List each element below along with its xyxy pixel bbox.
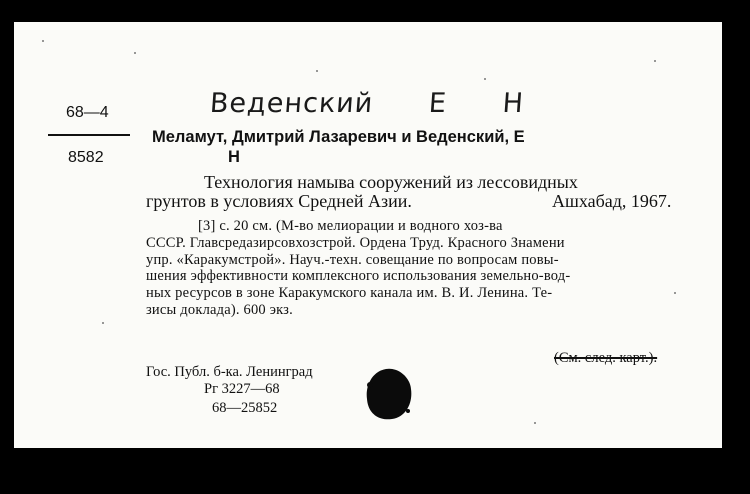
paper-speck	[316, 70, 318, 72]
card-number: 68—25852	[212, 400, 278, 416]
title-line-1: Технология намыва сооружений из лессовидных	[204, 172, 578, 192]
order-number: Рг 3227—68	[204, 381, 280, 397]
description-line: шения эффективности комплексного использования земельно-вод-	[146, 268, 571, 285]
paper-speck	[102, 322, 104, 324]
description-line: СССР. Главсредазирсовхозстрой. Ордена Труд. Красного Знамени	[146, 234, 565, 251]
paper-speck	[484, 78, 486, 80]
title-line-2: грунтов в условиях Средней Азии.	[146, 191, 412, 211]
paper-speck	[534, 422, 536, 424]
ink-blot	[364, 367, 414, 421]
call-number-divider	[48, 134, 130, 136]
paper-speck	[134, 52, 136, 54]
description-line: [3] с. 20 см. (М-во мелиорации и водного хоз-ва	[198, 218, 503, 234]
description-line: упр. «Каракумстрой». Науч.-техн. совещание по вопросам повы-	[146, 251, 559, 268]
paper-speck	[674, 292, 676, 294]
library-name: Гос. Публ. б-ка. Ленинград	[146, 364, 313, 380]
description-line: зисы доклада). 600 экз.	[146, 301, 293, 318]
call-number-bottom: 8582	[68, 149, 104, 166]
description-line: ных ресурсов в зоне Каракумского канала им. В. И. Ленина. Те-	[146, 285, 553, 302]
publication-place-year: Ашхабад, 1967.	[552, 191, 672, 211]
paper-speck	[654, 60, 656, 62]
handwritten-note: Веденский Е Н	[208, 88, 525, 119]
author-heading-initial: Н	[228, 148, 240, 166]
description	[146, 218, 570, 319]
catalog-card	[14, 22, 722, 448]
author-heading: Меламут, Дмитрий Лазаревич и Веденский, Е	[152, 128, 525, 146]
call-number-top: 68—4	[66, 104, 109, 121]
paper-speck	[42, 40, 44, 42]
see-next-card-note: (См. след. карт.).	[554, 350, 658, 366]
